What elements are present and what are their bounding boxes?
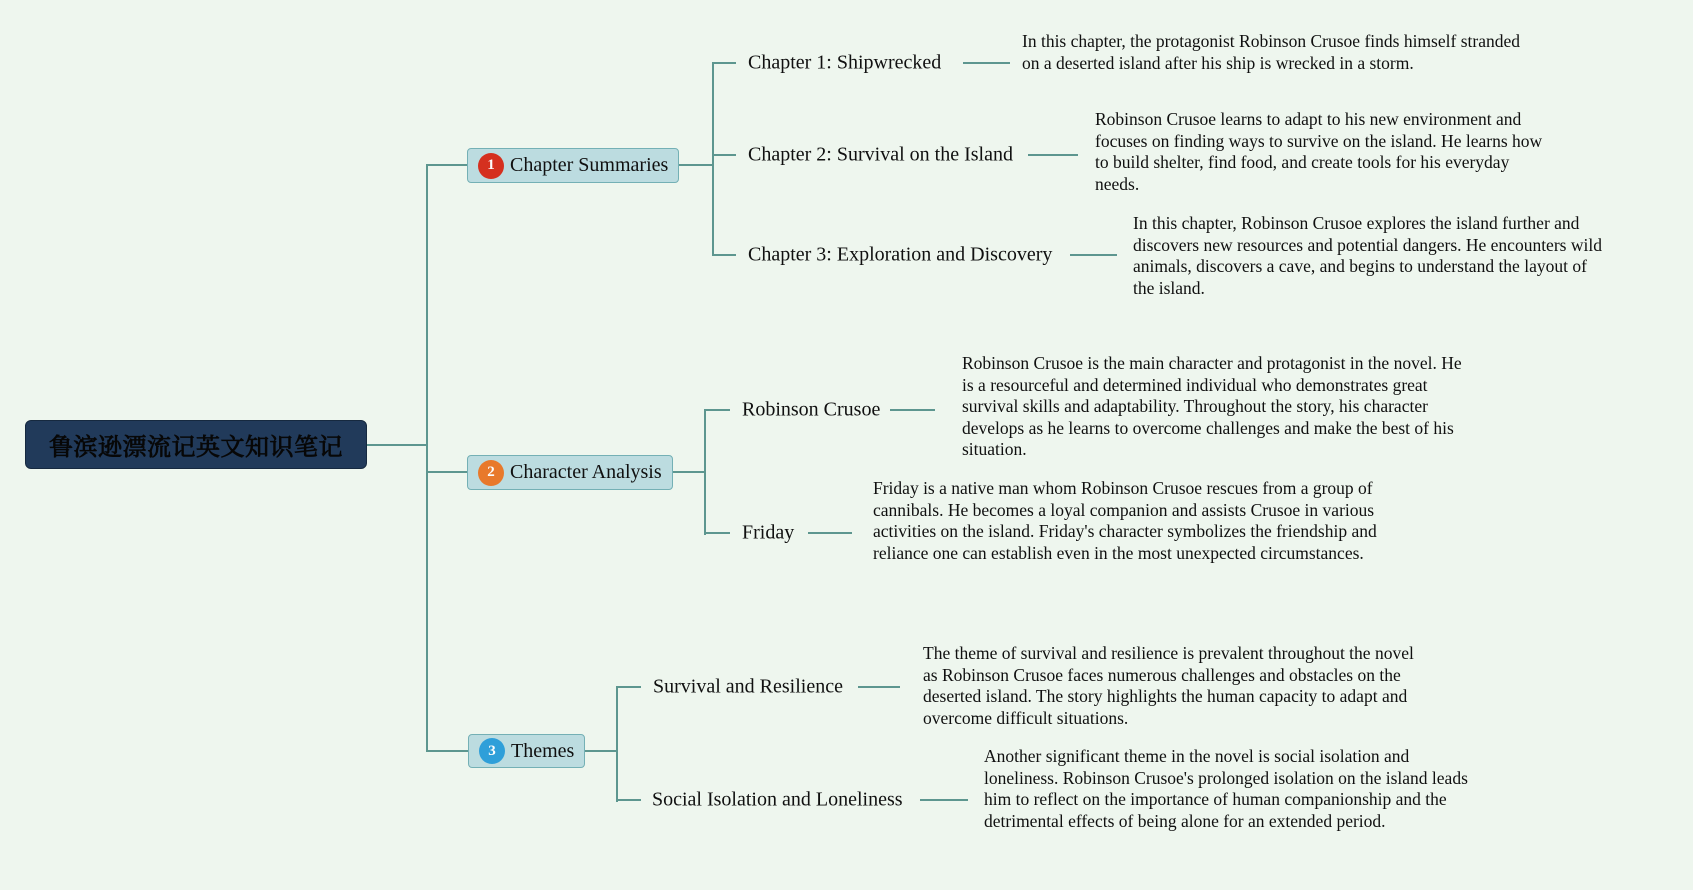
connector-branch1-trunk (712, 62, 714, 256)
note-chapter-1[interactable]: In this chapter, the protagonist Robinson Crusoe finds himself stranded on a deserted island after his ship is wrecked in a storm. (1022, 31, 1520, 73)
note-survival-resilience[interactable]: The theme of survival and resilience is prevalent throughout the novel as Robinson Crusoe faces numerous challenges and obstacles on the deserted island. The story highlights the human capacity to adapt and overcome difficult situations. (923, 643, 1414, 728)
topic-chapter-2[interactable]: Chapter 2: Survival on the Island (748, 143, 1013, 166)
branch-chapter-summaries[interactable] (467, 148, 679, 183)
connector-ch3-note (1070, 254, 1117, 256)
topic-social-isolation[interactable]: Social Isolation and Loneliness (652, 788, 903, 811)
topic-friday[interactable]: Friday (742, 521, 795, 544)
root-topic[interactable]: 鲁滨逊漂流记英文知识笔记 (25, 420, 367, 469)
connector-ch1-note (963, 62, 1010, 64)
connector-isolation-note (920, 799, 968, 801)
branch-label: Chapter Summaries (510, 154, 669, 176)
connector-crusoe-note (890, 409, 935, 411)
branch-themes[interactable] (468, 734, 585, 768)
numbered-circle-2-icon: 2 (478, 460, 504, 486)
note-chapter-2[interactable]: Robinson Crusoe learns to adapt to his new environment and focuses on finding ways to survive on the island. He learns how to build shelter, find food, and create tools for his everyday needs. (1095, 109, 1543, 194)
topic-chapter-1[interactable]: Chapter 1: Shipwrecked (748, 51, 942, 74)
branch-label: Themes (511, 739, 575, 762)
branch-character-analysis[interactable] (467, 455, 673, 490)
connector-friday-stub (704, 532, 730, 534)
connector-friday-note (808, 532, 852, 534)
connector-crusoe-stub (704, 409, 730, 411)
numbered-circle-3-icon: 3 (479, 738, 505, 764)
connector-branch3-trunk (616, 686, 618, 802)
connector-ch1-stub (712, 62, 736, 64)
topic-chapter-3[interactable]: Chapter 3: Exploration and Discovery (748, 243, 1053, 266)
branch-label: Character Analysis (510, 461, 662, 483)
topic-robinson-crusoe[interactable]: Robinson Crusoe (742, 398, 881, 421)
connector-ch2-stub (712, 154, 736, 156)
connector-ch3-stub (712, 254, 736, 256)
note-chapter-3[interactable]: In this chapter, Robinson Crusoe explores the island further and discovers new resources and potential dangers. He encounters wild animals, discovers a cave, and begins to understand the layout of the island. (1133, 213, 1602, 298)
connector-isolation-stub (616, 799, 641, 801)
note-robinson-crusoe[interactable]: Robinson Crusoe is the main character and protagonist in the novel. He is a resourceful and determined individual who demonstrates great survival skills and adaptability. Throughout the story, his character develops as he learns to overcome challenges and make the best of his situation. (962, 353, 1462, 460)
connector-branch2-trunk (704, 409, 706, 535)
connector-root-trunk (365, 444, 427, 446)
connector-survival-stub (616, 686, 641, 688)
numbered-circle-1-icon: 1 (478, 153, 504, 179)
connector-survival-note (858, 686, 900, 688)
note-friday[interactable]: Friday is a native man whom Robinson Crusoe rescues from a group of cannibals. He becomes a loyal companion and assists Crusoe in various activities on the island. Friday's character symbolizes the friendship and reliance one can establish even in the most unexpected circumstances. (873, 478, 1377, 563)
connector-ch2-note (1028, 154, 1078, 156)
topic-survival-resilience[interactable]: Survival and Resilience (653, 675, 843, 698)
note-social-isolation[interactable]: Another significant theme in the novel is social isolation and loneliness. Robinson Crusoe's prolonged isolation on the island leads him to reflect on the importance of human companionship and the detrimental effects of being alone for an extended period. (984, 746, 1468, 831)
connector-main-trunk (426, 164, 428, 752)
